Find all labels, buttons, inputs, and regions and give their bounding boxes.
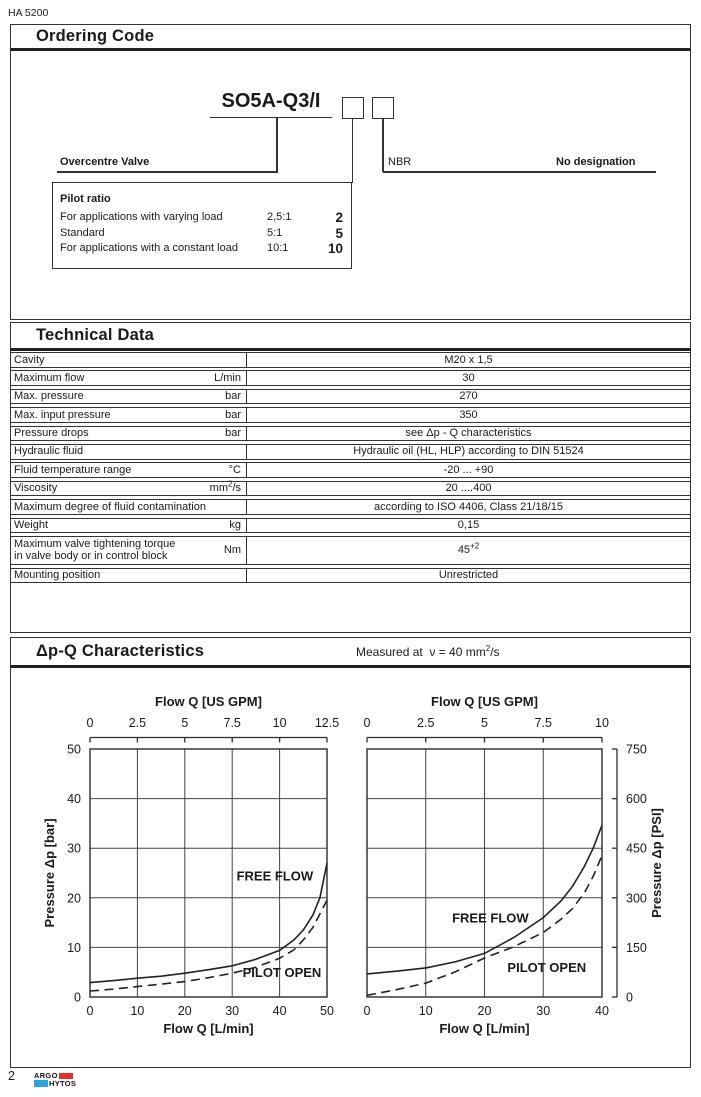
param-cell — [11, 500, 247, 514]
seal-label-line — [383, 171, 656, 173]
table-row — [10, 407, 691, 423]
page-number: 2 — [8, 1069, 15, 1083]
unit-cell: $mm^2/s$ — [209, 479, 241, 495]
top-axis — [367, 738, 602, 743]
section-title: Ordering Code — [36, 27, 155, 45]
table-row — [10, 499, 691, 515]
pilot-ratio-row — [60, 226, 346, 242]
param-line: Mounting position — [14, 569, 101, 582]
table-row — [10, 462, 691, 478]
param-cell — [11, 408, 247, 422]
logo-row-top — [34, 1071, 76, 1079]
pilot-ratio-code-box — [342, 97, 364, 119]
param-text — [14, 409, 111, 422]
product-label: Overcentre Valve — [60, 156, 150, 168]
unit-cell: kg — [229, 519, 241, 532]
svg-text:30: 30 — [225, 1004, 240, 1018]
param-text — [14, 519, 48, 532]
param-cell — [11, 353, 247, 367]
logo-argo-text: ARGO — [34, 1071, 58, 1080]
svg-text:30: 30 — [67, 841, 81, 856]
bottom-tick-labels — [87, 1004, 334, 1018]
product-label-line — [57, 171, 278, 173]
bottom-axis-title: Flow Q [L/min] — [439, 1021, 530, 1036]
svg-text:10: 10 — [595, 716, 609, 730]
technical-table — [10, 352, 691, 586]
table-row — [10, 518, 691, 534]
param-line: Fluid temperature range — [14, 463, 132, 476]
param-line: Max. pressure — [14, 390, 84, 403]
right-axis-title: Pressure Δp [PSI] — [649, 808, 664, 918]
unit-cell: bar — [225, 427, 241, 440]
top-tick-labels — [87, 716, 340, 730]
logo-row-bottom — [34, 1079, 76, 1087]
svg-text:2.5: 2.5 — [417, 716, 435, 730]
value-cell: 30 — [462, 371, 475, 384]
svg-text:5: 5 — [481, 716, 488, 730]
svg-text:0: 0 — [626, 990, 633, 1005]
unit-cell: Nm — [223, 544, 241, 557]
svg-text:7.5: 7.5 — [223, 716, 241, 730]
svg-text:50: 50 — [320, 1004, 334, 1018]
param-cell — [11, 371, 247, 385]
right-tick-labels — [626, 743, 647, 1005]
table-row — [10, 536, 691, 565]
pilot-ratio-label: Standard — [60, 226, 105, 239]
svg-text:600: 600 — [626, 792, 647, 807]
pilot-ratio-value: 2,5:1 — [267, 211, 292, 223]
dpq-chart-left — [42, 694, 339, 1036]
unit-sup: 2 — [227, 479, 233, 489]
value-cell: -20 ... +90 — [443, 463, 494, 476]
logo-hytos-text: HYTOS — [49, 1079, 77, 1088]
section-header-technical-data — [10, 322, 691, 351]
value-cell: 20 ....400 — [445, 482, 492, 495]
param-cell — [11, 463, 247, 477]
pilot-ratio-row — [60, 210, 346, 226]
table-row — [10, 370, 691, 386]
svg-text:12.5: 12.5 — [314, 716, 340, 730]
value-cell: M20 x 1,5 — [444, 353, 493, 366]
pilot-ratio-rows — [60, 210, 346, 257]
dpq-chart-right — [364, 694, 664, 1036]
seal-label: NBR — [388, 156, 412, 168]
unit-cell: L/min — [214, 371, 241, 384]
curve-label-pilot-open: PILOT OPEN — [242, 965, 322, 981]
param-cell — [11, 569, 247, 583]
dpq-charts-svg — [10, 668, 692, 1068]
value-cell: $45^{+2}$ — [457, 541, 480, 557]
model-code-underline — [210, 117, 332, 119]
svg-text:10: 10 — [67, 940, 81, 955]
connector-product — [276, 117, 278, 172]
top-axis — [90, 738, 327, 743]
seal-code-box — [372, 97, 394, 119]
param-text — [14, 372, 84, 385]
pilot-ratio-label: For applications with varying load — [60, 211, 223, 223]
param-line: Hydraulic fluid — [14, 445, 84, 458]
param-cell — [11, 479, 247, 496]
svg-text:150: 150 — [626, 940, 647, 955]
curve-label-pilot-open: PILOT OPEN — [507, 960, 587, 976]
table-row — [10, 426, 691, 442]
param-line: Cavity — [14, 353, 45, 366]
pilot-ratio-value: 10:1 — [267, 242, 289, 255]
pilot-ratio-heading: Pilot ratio — [60, 193, 111, 205]
table-row — [10, 352, 691, 368]
table-row — [10, 481, 691, 497]
top-axis-title: Flow Q [US GPM] — [431, 694, 538, 709]
svg-text:40: 40 — [67, 792, 81, 807]
param-line: in valve body or in control block — [14, 550, 168, 563]
param-line: Max. input pressure — [14, 408, 111, 421]
section-header-ordering-code — [10, 24, 691, 51]
param-cell — [11, 427, 247, 441]
svg-text:10: 10 — [418, 1004, 433, 1018]
param-cell — [11, 445, 247, 459]
svg-text:750: 750 — [626, 742, 647, 757]
param-text — [14, 501, 206, 514]
section-header-characteristics — [10, 637, 691, 668]
svg-text:0: 0 — [363, 1004, 371, 1018]
section-title: Technical Data — [36, 326, 155, 344]
curve-label-free-flow: FREE FLOW — [452, 910, 529, 926]
svg-text:50: 50 — [67, 742, 81, 757]
param-cell — [11, 390, 247, 404]
value-cell: see Δp - Q characteristics — [405, 427, 532, 440]
svg-text:2.5: 2.5 — [128, 716, 147, 730]
value-cell: Hydraulic oil (HL, HLP) according to DIN 51524 — [353, 445, 584, 458]
table-row — [10, 444, 691, 460]
param-line: Maximum valve tightening torque — [14, 537, 176, 550]
param-text — [14, 427, 89, 440]
svg-text:20: 20 — [177, 1004, 192, 1018]
pilot-ratio-label: For applications with a constant load — [60, 242, 238, 255]
measured-at-note: Measured at ν = 40 $mm^2/s$ — [356, 644, 500, 659]
param-text — [14, 354, 45, 367]
model-code: SO5A-Q3/I — [221, 90, 321, 112]
param-line: Weight — [14, 519, 49, 532]
connector-pilot-ratio — [352, 118, 354, 183]
param-text — [14, 569, 100, 582]
value-cell: 350 — [459, 408, 478, 421]
logo-blue-block — [34, 1080, 48, 1088]
svg-text:20: 20 — [477, 1004, 492, 1018]
pilot-ratio-row — [60, 241, 346, 257]
section-title: Δp-Q Characteristics — [36, 642, 205, 660]
svg-text:300: 300 — [626, 891, 647, 906]
top-tick-labels — [364, 716, 609, 730]
param-line: Viscosity — [14, 482, 58, 495]
value-sup: +2 — [470, 541, 480, 551]
curve-label-free-flow: FREE FLOW — [236, 868, 314, 884]
doc-code: HA 5200 — [8, 7, 49, 19]
designation-label: No designation — [556, 156, 636, 168]
svg-text:450: 450 — [626, 841, 647, 856]
param-line: Maximum degree of fluid contamination — [14, 500, 206, 513]
value-cell: 270 — [459, 390, 478, 403]
svg-text:5: 5 — [181, 716, 189, 730]
svg-text:10: 10 — [130, 1004, 145, 1018]
svg-text:7.5: 7.5 — [534, 716, 552, 730]
bottom-axis-title: Flow Q [L/min] — [163, 1021, 254, 1036]
param-line: Pressure drops — [14, 427, 89, 440]
svg-text:20: 20 — [67, 891, 81, 906]
svg-text:40: 40 — [272, 1004, 287, 1018]
pilot-ratio-code: 5 — [335, 225, 343, 241]
svg-text:0: 0 — [363, 716, 371, 730]
argo-hytos-logo — [34, 1071, 76, 1087]
svg-text:40: 40 — [595, 1004, 609, 1018]
value-cell: according to ISO 4406, Class 21/18/15 — [374, 500, 563, 513]
table-row — [10, 389, 691, 405]
param-text — [14, 445, 83, 458]
pilot-ratio-value: 5:1 — [267, 226, 283, 239]
right-axis — [612, 749, 617, 997]
unit-cell: bar — [225, 390, 241, 403]
left-axis-title: Pressure Δp [bar] — [42, 818, 57, 928]
left-tick-labels — [67, 743, 81, 1005]
pilot-ratio-code: 10 — [327, 241, 343, 257]
bottom-tick-labels — [364, 1004, 609, 1018]
svg-text:0: 0 — [86, 716, 94, 730]
pilot-ratio-code: 2 — [335, 210, 343, 225]
top-axis-title: Flow Q [US GPM] — [155, 694, 262, 709]
svg-text:30: 30 — [536, 1004, 551, 1018]
param-text — [14, 538, 175, 564]
param-line: Maximum flow — [14, 371, 85, 384]
svg-text:0: 0 — [74, 990, 81, 1005]
table-row — [10, 568, 691, 584]
value-cell: 0,15 — [457, 519, 480, 532]
param-text — [14, 390, 84, 403]
unit-cell: °C — [228, 463, 241, 476]
connector-seal — [382, 118, 384, 172]
value-cell: Unrestricted — [438, 569, 499, 582]
param-cell — [11, 519, 247, 533]
param-text — [14, 464, 131, 477]
param-cell — [11, 537, 247, 564]
unit-cell: bar — [225, 408, 241, 421]
svg-text:10: 10 — [272, 716, 287, 730]
param-text — [14, 482, 57, 495]
svg-text:0: 0 — [86, 1004, 94, 1018]
